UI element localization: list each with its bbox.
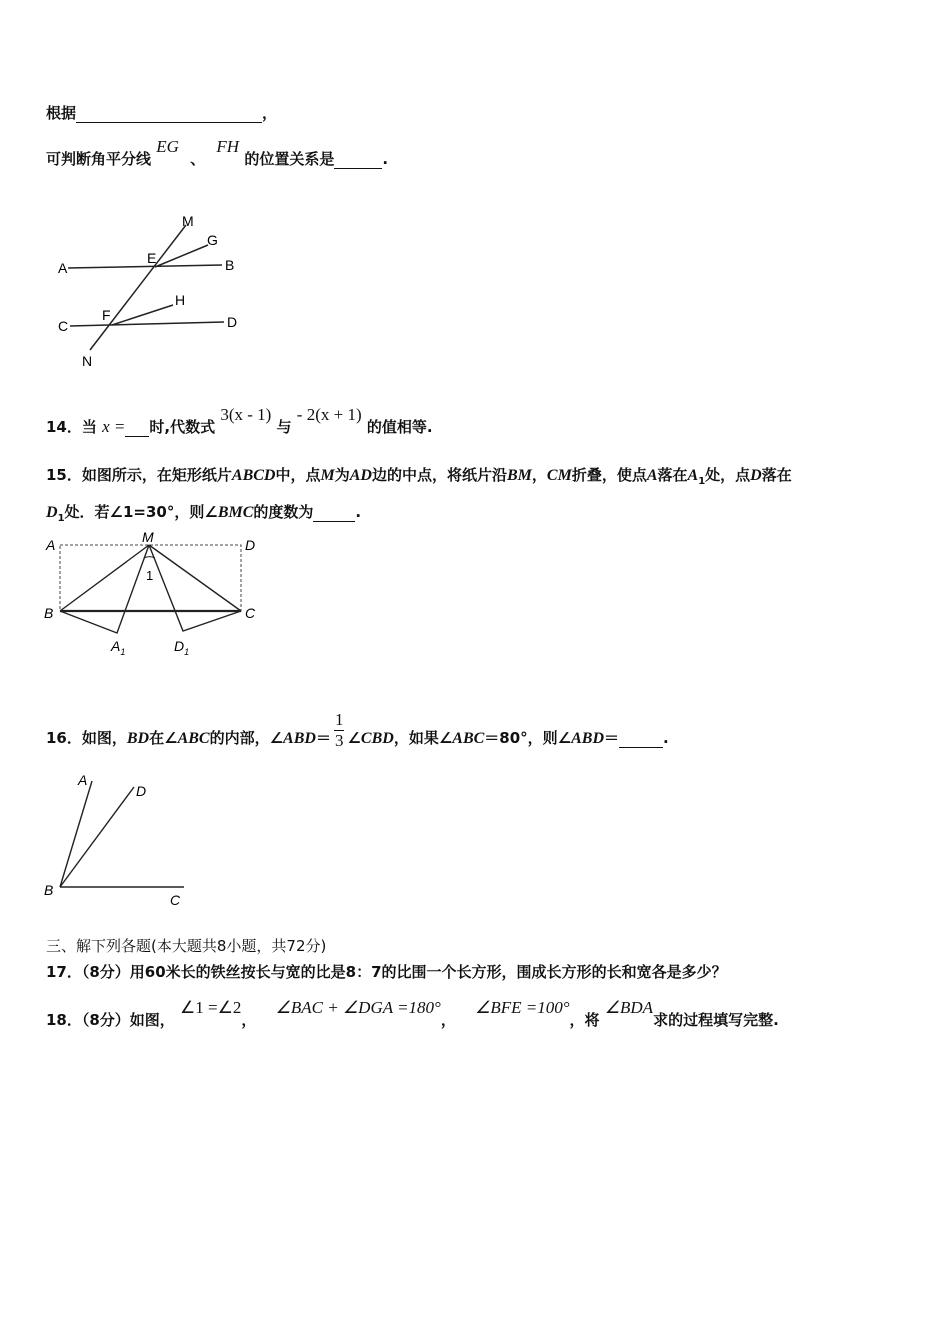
segment-cm (149, 545, 241, 611)
q15-line1: 15．如图所示，在矩形纸片ABCD中，点M为AD边的中点，将纸片沿BM，CM折叠，使点A落在$A_1$处，点D落在 (46, 466, 792, 487)
q16: 16．如图，BD在∠ABC的内部，∠ABD＝ $\frac{1}{3}$ ∠CBD，如果∠ABC＝80°，则∠ABD＝ . (46, 710, 669, 750)
label-d1: $D_1$ (174, 638, 190, 657)
answer-blank[interactable] (76, 104, 262, 123)
label-a: A (78, 772, 88, 788)
label-d: D (136, 783, 147, 799)
q13-according-line: 根据 ， (46, 104, 278, 122)
label-d: D (245, 537, 256, 553)
segment-bm (60, 545, 149, 611)
q17: 17．（8分）用60米长的铁丝按长与宽的比是8：7的比围一个长方形，围成长方形的长和宽各是多少？ (46, 963, 727, 981)
label-a1: $A_1$ (111, 638, 126, 657)
label-c: C (170, 892, 181, 908)
label-e: E (147, 250, 157, 266)
label-g: G (207, 232, 218, 248)
figure-13-parallel-lines (40, 205, 260, 375)
line-mn (90, 225, 186, 350)
label-angle-1: 1 (146, 568, 154, 583)
label-n: N (82, 353, 93, 369)
figure-16-angle (40, 765, 200, 913)
label-m: M (182, 213, 194, 229)
fraction-one-third: $\frac{1}{3}$ (334, 710, 344, 750)
line-cd (70, 322, 224, 326)
answer-blank[interactable] (125, 418, 149, 437)
figure-15-folded-rectangle (40, 528, 280, 663)
label-b: B (44, 882, 54, 898)
label-h: H (175, 292, 186, 308)
ray-bd (60, 787, 134, 887)
line-ab (68, 265, 222, 268)
folded-a1 (60, 545, 149, 633)
q14: 14．当 x = 时,代数式 3(x - 1) 与 - 2(x + 1) 的值相等. (46, 405, 433, 436)
label-m: M (142, 529, 154, 545)
label-c: C (245, 605, 256, 621)
label-c: C (58, 318, 69, 334)
label-f: F (102, 307, 111, 323)
ray-fh (112, 305, 173, 325)
answer-blank[interactable] (334, 150, 382, 169)
label-d: D (227, 314, 238, 330)
folded-d1 (149, 545, 241, 631)
label-b: B (44, 605, 54, 621)
answer-blank[interactable] (313, 503, 355, 522)
angle-1-arc (144, 557, 155, 558)
section-3-heading: 三、解下列各题(本大题共8小题，共72分) (46, 937, 327, 955)
ray-ba (60, 781, 92, 887)
q18: 18．（8分）如图， ∠1 =∠2， ∠BAC + ∠DGA =180°， ∠BFE =100°，将 ∠BDA求的过程填写完整. (46, 998, 779, 1029)
q13-judge-line: 可判断角平分线 EG 、 FH 的位置关系是 . (46, 137, 389, 168)
label-a: A (46, 537, 56, 553)
label-b: B (225, 257, 235, 273)
q15-line2: $D_1$处．若∠1=30°，则∠BMC的度数为 . (46, 503, 362, 524)
label-a: A (58, 260, 68, 276)
answer-blank[interactable] (619, 729, 663, 748)
